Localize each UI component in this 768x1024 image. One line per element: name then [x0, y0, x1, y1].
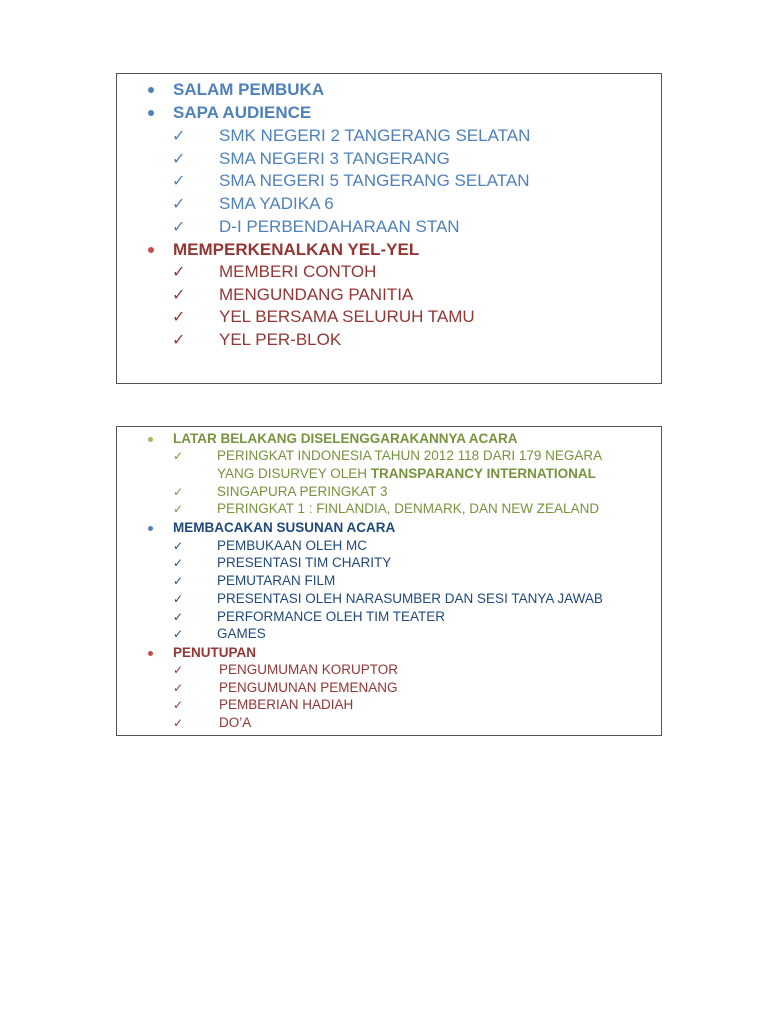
- list-item: [117, 192, 661, 215]
- item-text: PEMBUKAAN OLEH MC: [217, 538, 368, 553]
- checkmark-icon: ✓: [173, 502, 184, 516]
- bullet-dot-icon: [148, 247, 154, 253]
- list-item: [117, 608, 661, 626]
- checkmark-icon: ✓: [172, 126, 186, 145]
- checkmark-icon: ✓: [172, 262, 186, 281]
- list-item: [117, 625, 661, 643]
- section-label: SALAM PEMBUKA: [173, 80, 325, 99]
- checkmark-icon: ✓: [172, 285, 186, 304]
- bullet-memperkenalkan-yel-yel: [117, 238, 661, 261]
- list-item: [117, 215, 661, 238]
- checkmark-icon: ✓: [172, 307, 186, 326]
- list-item: [117, 714, 661, 732]
- slide-2-box: [116, 426, 662, 736]
- item-text: PERFORMANCE OLEH TIM TEATER: [217, 609, 446, 624]
- item-text: PEMBERIAN HADIAH: [219, 697, 354, 712]
- checkmark-icon: ✓: [173, 698, 184, 712]
- item-text: SINGAPURA PERINGKAT 3: [217, 484, 388, 499]
- bullet-salam-pembuka: [117, 78, 661, 101]
- checkmark-icon: ✓: [173, 556, 184, 570]
- item-text: DO’A: [219, 715, 252, 730]
- list-item: [117, 500, 661, 518]
- section-label: LATAR BELAKANG DISELENGGARAKANNYA ACARA: [173, 431, 518, 446]
- list-item: [117, 328, 661, 351]
- list-item: [117, 679, 661, 697]
- checkmark-icon: ✓: [173, 485, 184, 499]
- slide-1-box: [116, 73, 662, 384]
- item-text: PRESENTASI TIM CHARITY: [217, 555, 392, 570]
- list-item: [117, 661, 661, 679]
- list-item: [117, 483, 661, 501]
- checkmark-icon: ✓: [173, 716, 184, 730]
- item-text: PERINGKAT INDONESIA TAHUN 2012 118 DARI 179 NEGARA: [217, 448, 603, 463]
- list-item: [117, 572, 661, 590]
- bullet-dot-icon: [148, 437, 153, 442]
- item-text: SMA YADIKA 6: [219, 194, 334, 213]
- bullet-membacakan-susunan-acara: [117, 519, 661, 537]
- item-text: D-I PERBENDAHARAAN STAN: [219, 217, 460, 236]
- checkmark-icon: ✓: [173, 610, 184, 624]
- checkmark-icon: ✓: [173, 627, 184, 641]
- item-text: MEMBERI CONTOH: [219, 262, 377, 281]
- checkmark-icon: ✓: [172, 149, 186, 168]
- item-text: PENGUMUMAN KORUPTOR: [219, 662, 399, 677]
- checkmark-icon: ✓: [173, 663, 184, 677]
- checkmark-icon: ✓: [173, 681, 184, 695]
- item-text: SMK NEGERI 2 TANGERANG SELATAN: [219, 126, 531, 145]
- list-item: [117, 305, 661, 328]
- checkmark-icon: ✓: [172, 171, 186, 190]
- item-text-bold: TRANSPARANCY INTERNATIONAL: [370, 466, 596, 481]
- item-text: GAMES: [217, 626, 266, 641]
- bullet-dot-icon: [148, 110, 154, 116]
- checkmark-icon: ✓: [172, 194, 186, 213]
- list-item: [117, 283, 661, 306]
- list-item: [117, 554, 661, 572]
- checkmark-icon: ✓: [173, 539, 184, 553]
- item-text: YEL BERSAMA SELURUH TAMU: [219, 307, 475, 326]
- checkmark-icon: ✓: [173, 449, 184, 463]
- list-item: [117, 147, 661, 170]
- bullet-penutupan: [117, 644, 661, 662]
- item-text-prefix: YANG DISURVEY OLEH: [217, 466, 371, 481]
- section-label: MEMPERKENALKAN YEL-YEL: [173, 240, 420, 259]
- item-text: YEL PER-BLOK: [219, 330, 342, 349]
- item-text: PEMUTARAN FILM: [217, 573, 336, 588]
- checkmark-icon: ✓: [172, 217, 186, 236]
- bullet-dot-icon: [148, 526, 153, 531]
- checkmark-icon: ✓: [172, 330, 186, 349]
- checkmark-icon: ✓: [173, 592, 184, 606]
- list-item: [117, 447, 661, 465]
- list-item: [117, 696, 661, 714]
- item-text: PRESENTASI OLEH NARASUMBER DAN SESI TANYA JAWAB: [217, 591, 603, 606]
- item-text: SMA NEGERI 3 TANGERANG: [219, 149, 450, 168]
- list-item: [117, 124, 661, 147]
- bullet-latar-belakang: [117, 430, 661, 448]
- item-text: MENGUNDANG PANITIA: [219, 285, 414, 304]
- bullet-sapa-audience: [117, 101, 661, 124]
- list-item-continuation: [117, 465, 661, 483]
- section-label: SAPA AUDIENCE: [173, 103, 312, 122]
- section-label: PENUTUPAN: [173, 645, 257, 660]
- item-text: PERINGKAT 1 : FINLANDIA, DENMARK, DAN NEW ZEALAND: [217, 501, 600, 516]
- list-item: [117, 260, 661, 283]
- item-text: [217, 465, 596, 483]
- list-item: [117, 537, 661, 555]
- item-text: SMA NEGERI 5 TANGERANG SELATAN: [219, 171, 530, 190]
- checkmark-icon: ✓: [173, 574, 184, 588]
- item-text: PENGUMUNAN PEMENANG: [219, 680, 398, 695]
- bullet-dot-icon: [148, 87, 154, 93]
- section-label: MEMBACAKAN SUSUNAN ACARA: [173, 520, 396, 535]
- list-item: [117, 169, 661, 192]
- bullet-dot-icon: [148, 651, 153, 656]
- list-item: [117, 590, 661, 608]
